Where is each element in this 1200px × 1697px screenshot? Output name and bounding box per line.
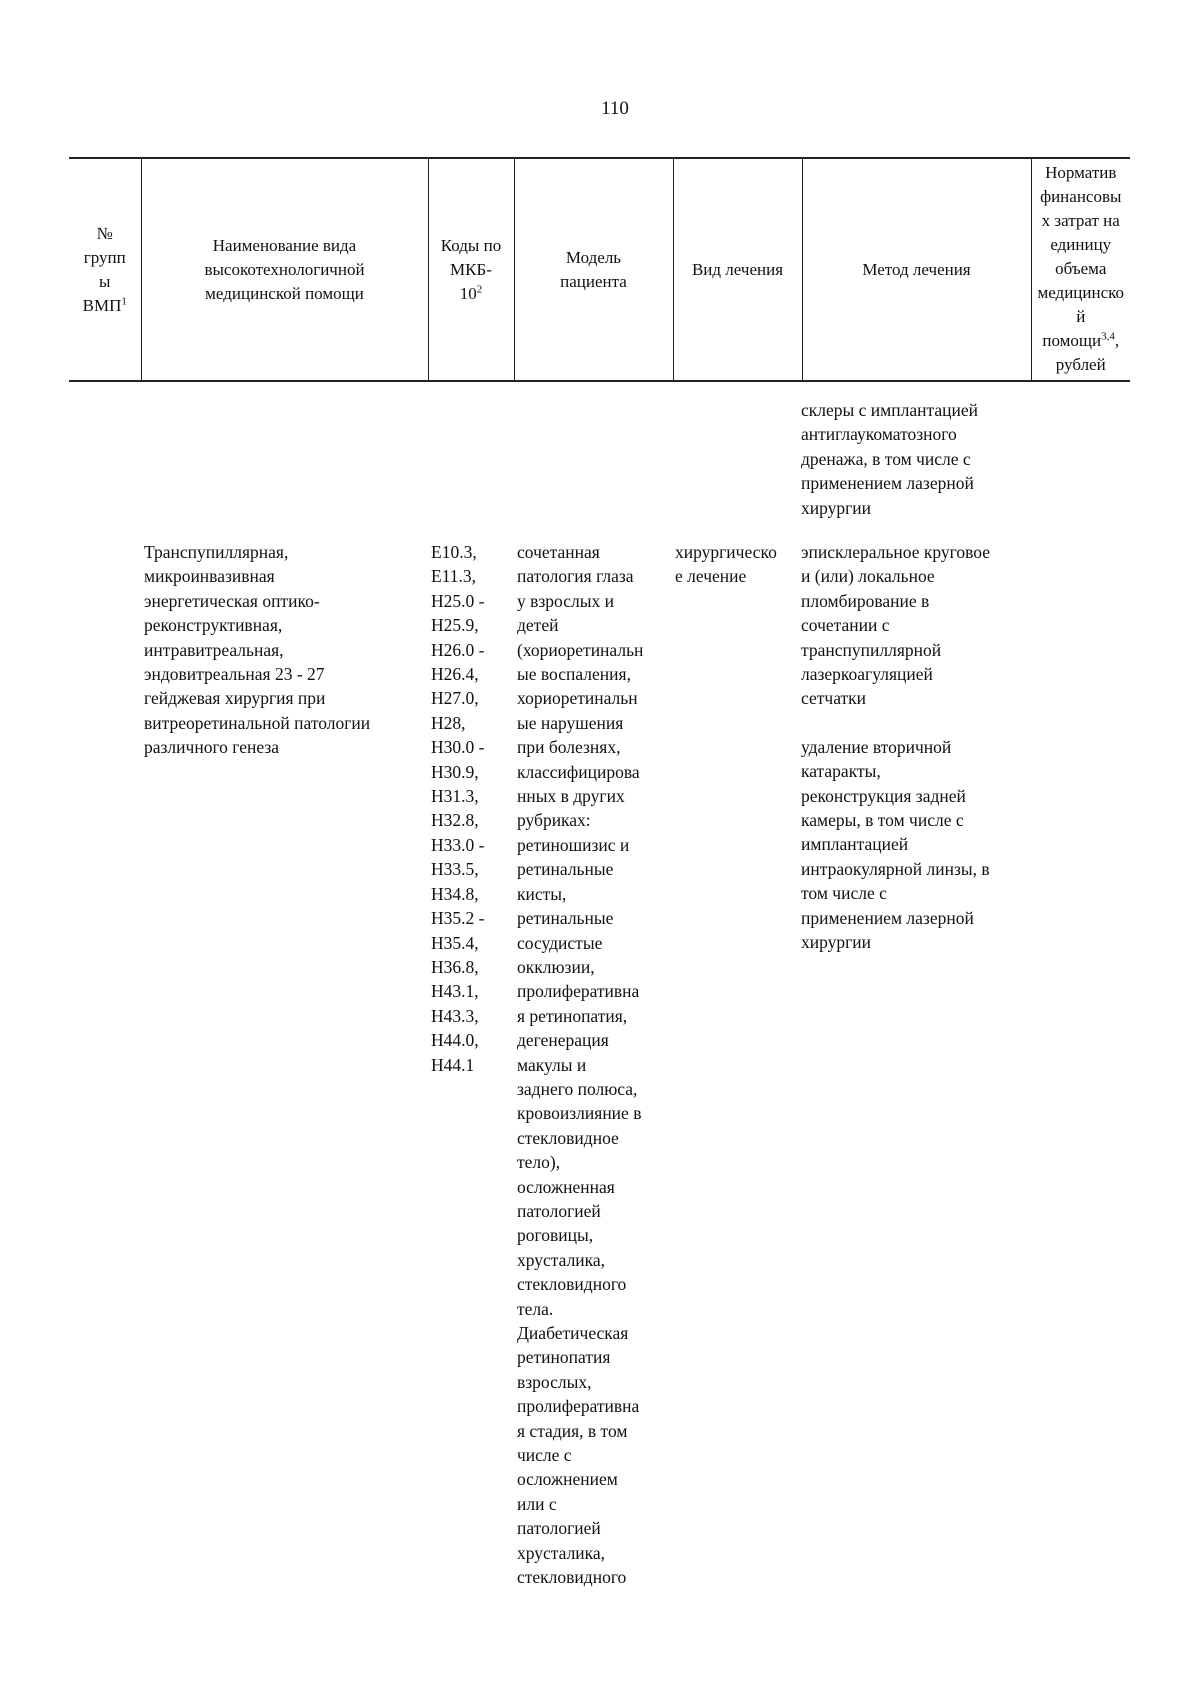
patient-model-cell: сочетанная патология глаза у взрослых и детей (хориоретинальн ые воспаления, хориоретинальн ые нарушения при болезнях, классифицирова нных в других рубриках: ретиношизис и ретинальные кисты, ретинальные сосудистые окклюзии, пролиферативна я ретинопатия, дегенерация макулы и заднего полюса, кровоизлияние в стекловидное тело), осложненная патологией роговицы, хрусталика, стекловидного тела. Диабетическая ретинопатия взрослых, пролиферативна я стадия, в том числе с осложнением или с патологией хрусталика, стекловидного	[517, 542, 644, 1588]
header-treatment-method: Метод лечения	[802, 158, 1031, 381]
treatment-method-cell	[801, 540, 990, 955]
page-number: 110	[601, 98, 629, 119]
header-financial-norm: Норматив финансовы х затрат на единицу объема медицинско й помощи$^{3,4}$, рублей	[1031, 158, 1130, 381]
care-type-name-cell: Транспупиллярная, микроинвазивная энергетическая оптико- реконструктивная, интравитреальная, эндовитреальная 23 - 27 гейджевая хирургия при витреоретинальной патологии различного генеза	[144, 542, 371, 758]
icd-codes-cell: E10.3, E11.3, H25.0 - H25.9, H26.0 - H26.4, H27.0, H28, H30.0 - H30.9, H31.3, H32.8, H33.0 - H33.5, H34.8, H35.2 - H35.4, H36.8, H43.1, H43.3, H44.0, H44.1	[431, 542, 485, 1075]
header-treatment-type: Вид лечения	[673, 158, 802, 381]
method-1: эписклеральное круговое и (или) локальное пломбирование в сочетании с транспупиллярной лазеркоагуляцией сетчатки	[801, 542, 991, 709]
method-2: удаление вторичной катаракты, реконструкция задней камеры, в том числе с имплантацией интраокулярной линзы, в том числе с применением лазерной хирургии	[801, 736, 990, 953]
header-group-number: № групп ы ВМП$^1$	[69, 158, 141, 381]
header-care-type-name: Наименование вида высокотехнологичной медицинской помощи	[141, 158, 428, 381]
treatment-type-cell: хирургическо е лечение	[675, 542, 777, 587]
header-icd-codes: Коды по МКБ- $10^2$	[428, 158, 514, 381]
table-header	[69, 157, 1130, 382]
header-patient-model: Модель пациента	[514, 158, 673, 381]
method-continuation: склеры с имплантацией антиглаукоматозного дренажа, в том числе с применением лазерной хирургии	[801, 400, 978, 518]
